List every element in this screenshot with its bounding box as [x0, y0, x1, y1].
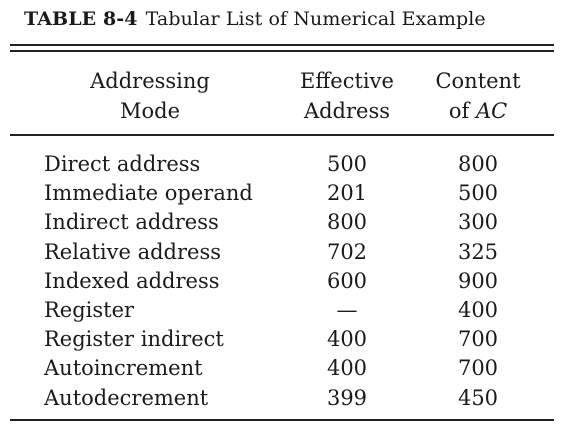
addressing-mode-cell: Immediate operand [44, 181, 253, 206]
ac-content-cell: 700 [457, 327, 499, 352]
top-rule-thick [10, 44, 554, 46]
addressing-mode-cell: Autoincrement [44, 356, 203, 381]
effective-address-cell: 400 [326, 327, 368, 352]
table-row [0, 267, 561, 296]
ac-content-cell: 900 [457, 268, 499, 293]
table-row [0, 296, 561, 325]
addressing-mode-cell: Register indirect [44, 327, 224, 352]
table-row [0, 238, 561, 267]
addressing-mode-cell: Direct address [44, 152, 201, 176]
effective-address-cell: 201 [326, 181, 368, 206]
header-line: Mode [119, 99, 181, 123]
top-rule-thin [10, 50, 554, 52]
bottom-rule [10, 419, 554, 421]
table-row [0, 354, 561, 383]
addressing-mode-cell: Indexed address [44, 268, 220, 293]
table-row [0, 325, 561, 354]
addressing-mode-cell: Relative address [44, 239, 222, 264]
ac-content-cell: 500 [457, 181, 499, 206]
header-content-of-ac [423, 66, 533, 126]
table-row [0, 384, 561, 413]
header-line: Effective [300, 69, 394, 93]
table-number: TABLE 8-4 [24, 8, 138, 30]
ac-content-cell: 400 [457, 297, 499, 322]
ac-content-cell: 300 [457, 210, 499, 235]
header-effective-address [280, 66, 414, 126]
table-row [0, 179, 561, 208]
addressing-mode-cell: Register [44, 297, 135, 322]
ac-content-cell: 450 [457, 385, 499, 410]
table-row [0, 150, 561, 179]
effective-address-cell: 702 [326, 239, 368, 264]
table-title: Tabular List of Numerical Example [145, 8, 486, 30]
table-body [0, 150, 561, 413]
ac-content-cell: 700 [457, 356, 499, 381]
header-line: Content [435, 69, 521, 93]
addressing-mode-cell: Indirect address [44, 210, 219, 235]
header-word: of [448, 99, 470, 123]
table-caption [24, 8, 486, 30]
table-row [0, 208, 561, 237]
header-addressing-mode [60, 66, 240, 126]
header-line: Addressing [90, 69, 210, 93]
effective-address-cell: — [336, 297, 358, 322]
effective-address-cell: 400 [326, 356, 368, 381]
effective-address-cell: 800 [326, 210, 368, 235]
header-line [423, 96, 533, 126]
effective-address-cell: 500 [326, 152, 368, 176]
header-line: Address [303, 99, 391, 123]
ac-content-cell: 325 [457, 239, 499, 264]
effective-address-cell: 600 [326, 268, 368, 293]
header-register-name: AC [475, 99, 508, 123]
effective-address-cell: 399 [326, 385, 368, 410]
ac-content-cell: 800 [457, 152, 499, 176]
addressing-mode-cell: Autodecrement [44, 385, 209, 410]
header-rule [10, 134, 554, 136]
